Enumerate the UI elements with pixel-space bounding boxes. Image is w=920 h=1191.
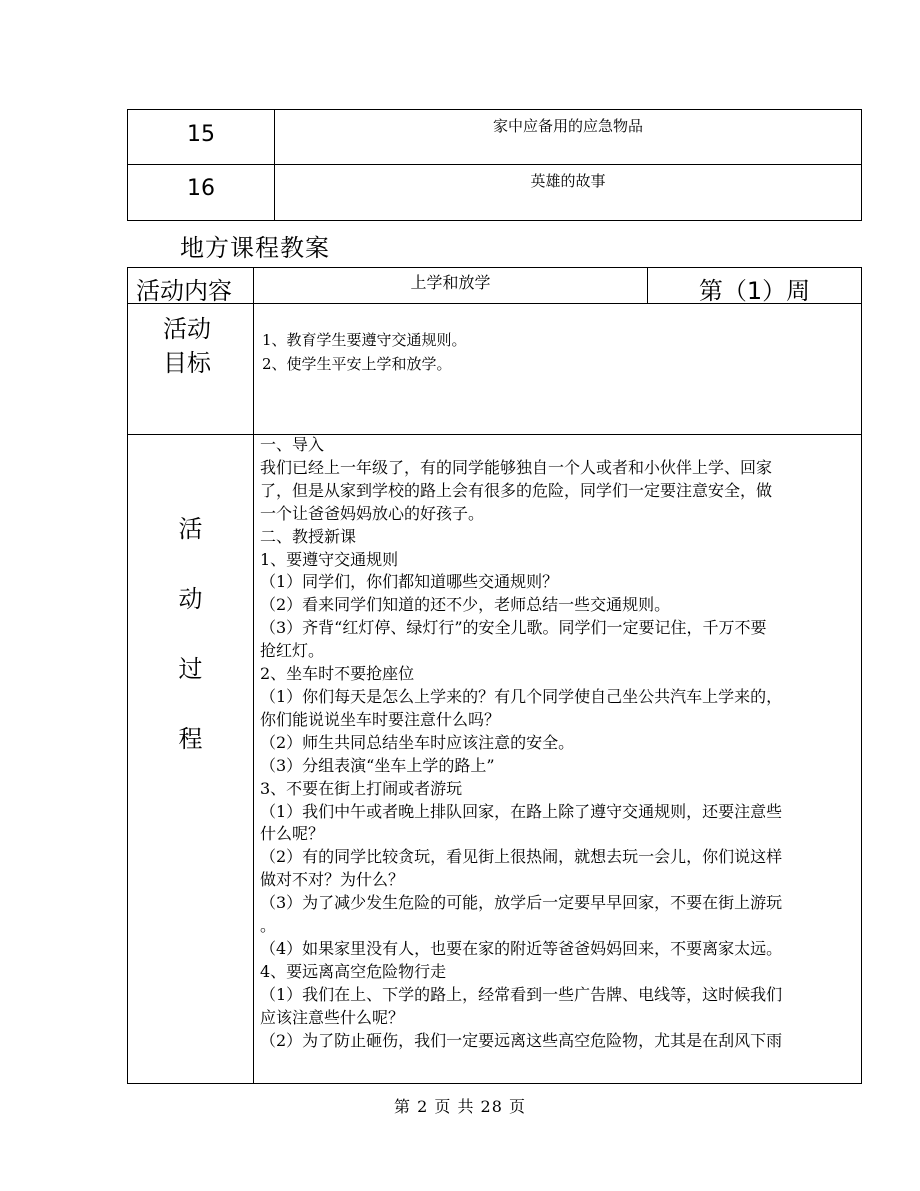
process-line: 抢红灯。 [260, 641, 325, 661]
process-line: 什么呢？ [260, 824, 325, 844]
goal-item: 2、使学生平安上学和放学。 [262, 355, 452, 373]
process-line: （1）我们中午或者晚上排队回家，在路上除了遵守交通规则，还要注意些 [260, 801, 783, 821]
table-divider [128, 164, 861, 165]
content-label: 活动内容 [136, 277, 232, 305]
process-line: 一个让爸爸妈妈放心的好孩子。 [260, 503, 485, 523]
row-number: 15 [187, 122, 215, 147]
process-line: 4、要远离高空危险物行走 [260, 961, 447, 981]
process-line: （3）为了减少发生危险的可能，放学后一定要早早回家，不要在街上游玩 [260, 893, 783, 913]
process-line: （4）如果家里没有人，也要在家的附近等爸爸妈妈回来，不要离家太远。 [260, 938, 783, 958]
process-line: 1、要遵守交通规则 [260, 549, 399, 569]
process-line: 一、导入 [260, 435, 325, 454]
lesson-table [127, 267, 862, 1084]
process-line: （1）你们每天是怎么上学来的？有几个同学使自己坐公共汽车上学来的， [260, 686, 783, 706]
process-line: （2）有的同学比较贪玩，看见街上很热闹，就想去玩一会儿，你们说这样 [260, 847, 783, 867]
process-line: （2）看来同学们知道的还不少，老师总结一些交通规则。 [260, 595, 671, 615]
process-line: 应该注意些什么呢？ [260, 1007, 405, 1027]
process-label-char: 过 [178, 655, 203, 683]
page-footer: 第 2 页 共 28 页 [394, 1097, 526, 1116]
row-title: 英雄的故事 [530, 172, 606, 190]
process-label-char: 活 [178, 515, 203, 543]
process-line: 我们已经上一年级了，有的同学能够独自一个人或者和小伙伴上学、回家 [260, 457, 773, 477]
process-line: （3）分组表演“坐车上学的路上” [260, 755, 495, 775]
process-line: 了，但是从家到学校的路上会有很多的危险，同学们一定要注意安全，做 [260, 480, 773, 500]
process-line: 2、坐车时不要抢座位 [260, 664, 415, 684]
goal-label: 目标 [163, 349, 211, 377]
process-line: （1）同学们，你们都知道哪些交通规则？ [260, 572, 559, 592]
process-label-char: 程 [178, 725, 203, 753]
process-label-char: 动 [178, 585, 203, 613]
goal-label: 活动 [163, 315, 211, 343]
week-label: 第（1）周 [698, 277, 811, 305]
goal-item: 1、教育学生要遵守交通规则。 [262, 331, 467, 349]
process-line: 3、不要在街上打闹或者游玩 [260, 778, 463, 798]
process-line: 二、教授新课 [260, 526, 357, 546]
process-line: （2）为了防止砸伤，我们一定要远离这些高空危险物，尤其是在刮风下雨 [260, 1030, 783, 1050]
top-table [127, 109, 862, 221]
row-title: 家中应备用的应急物品 [492, 117, 643, 135]
process-line: （1）我们在上、下学的路上，经常看到一些广告牌、电线等，这时候我们 [260, 984, 783, 1004]
row-number: 16 [187, 176, 215, 201]
table-divider [253, 268, 254, 1083]
process-line: 。 [260, 916, 277, 936]
lesson-topic: 上学和放学 [410, 273, 491, 292]
process-line: 做对不对？为什么？ [260, 870, 405, 890]
process-line: 你们能说说坐车时要注意什么吗？ [260, 709, 501, 729]
process-text [260, 434, 856, 1052]
process-line: （2）师生共同总结坐车时应该注意的安全。 [260, 732, 575, 752]
process-line: （3）齐背“红灯停、绿灯行”的安全儿歌。同学们一定要记住，千万不要 [260, 618, 767, 638]
page-heading: 地方课程教案 [180, 234, 330, 262]
